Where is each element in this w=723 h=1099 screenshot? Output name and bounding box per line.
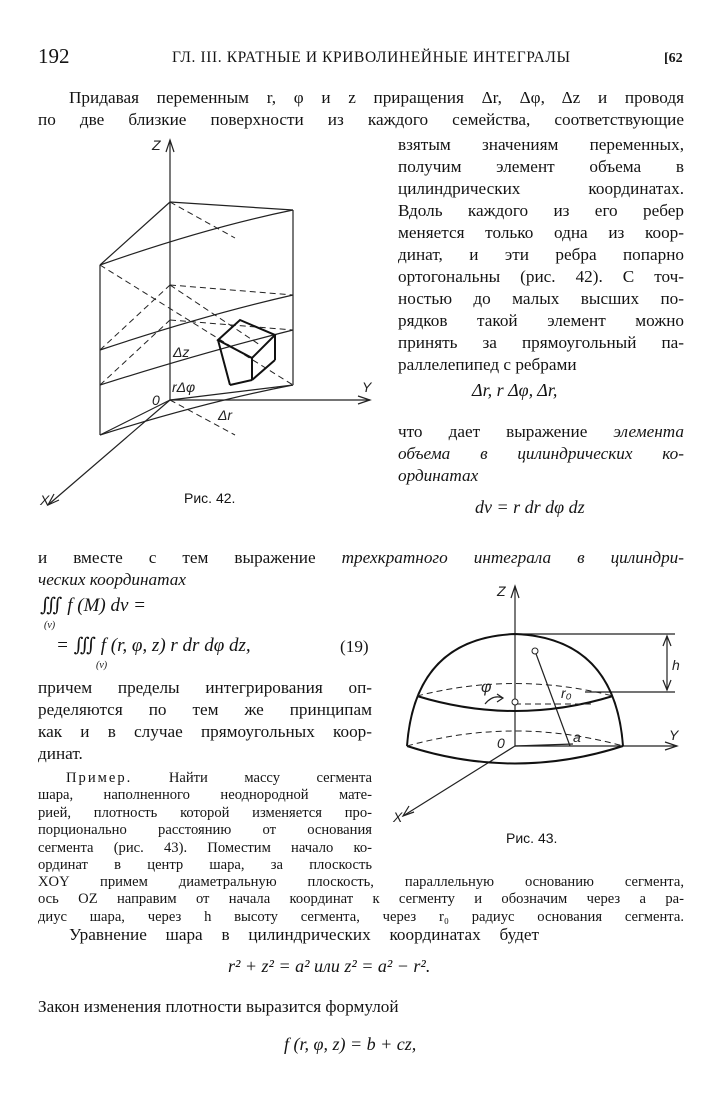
example-line: сегмента (рис. 43). Поместим начало ко-	[38, 839, 372, 856]
example-full-line: XOY примем диаметральную плоскость, параллельную основанию сегмента,	[38, 874, 684, 890]
x-axis	[403, 746, 515, 816]
limits-line: динат.	[38, 744, 83, 763]
triple-line1-italic: трехкратного интеграла в цилиндри-	[341, 548, 684, 567]
fig42-origin-label: 0	[152, 392, 160, 408]
integral-formula-top: ∭ f (M) dv =	[40, 595, 146, 616]
rc-line: принять за прямоугольный па-	[398, 333, 684, 352]
italic-phrase-2: объема в цилиндрических ко-	[398, 444, 684, 463]
figure-43	[385, 576, 695, 826]
rc-line: взятым значениям переменных,	[398, 135, 684, 154]
example-line: ординат в центр шара, за плоскость	[38, 857, 372, 874]
section-number: [62	[664, 51, 683, 66]
fig43-phi-label: φ	[481, 679, 492, 696]
fig42-x-label: X	[40, 492, 50, 508]
integral-subscript-top: (v)	[44, 620, 56, 631]
limits-line: ределяются по тем же принципам	[38, 700, 372, 719]
fig42-y-label: Y	[362, 379, 372, 395]
fig43-h-label: h	[672, 657, 680, 673]
limits-paragraph	[38, 677, 372, 765]
rc-line: получим элемент объема в	[398, 157, 684, 176]
limits-line: как и в случае прямоугольных коор-	[38, 722, 372, 741]
right-column-text	[398, 134, 684, 376]
volume-element	[218, 320, 275, 385]
chapter-title: ГЛ. III. КРАТНЫЕ И КРИВОЛИНЕЙНЫЕ ИНТЕГРАЛЫ	[172, 49, 571, 66]
example-paragraph	[38, 770, 372, 874]
fig42-z-label: Z	[152, 137, 161, 153]
triple-integral-line-1	[38, 547, 684, 569]
triple-integral-line-2: ческих координатах	[38, 570, 186, 589]
rc-line: динат, и эти ребра попарно	[398, 245, 684, 264]
figure-42-caption: Рис. 42.	[184, 490, 236, 506]
fig42-dr-label: Δr	[218, 407, 233, 423]
example-full-width	[38, 874, 684, 926]
figure-43-caption: Рис. 43.	[506, 830, 558, 846]
fig43-z-label: Z	[497, 583, 506, 599]
fig42-rdphi-label: rΔφ	[172, 379, 196, 395]
integral-subscript-bottom: (v)	[96, 660, 108, 671]
rc-line: раллелепипед с ребрами	[398, 355, 577, 374]
intro-line-1: Придавая переменным r, φ и z приращения Δr, Δφ, Δz и проводя	[69, 88, 684, 107]
equation-number: (19)	[340, 637, 369, 656]
example-line: шара, наполненного неоднородной мате-	[38, 787, 372, 804]
x-axis	[48, 400, 170, 505]
figure-42	[30, 130, 390, 520]
rc-line: Вдоль каждого из его ребер	[398, 201, 684, 220]
fig43-origin-label: 0	[497, 735, 505, 751]
italic-phrase-3: ординатах	[398, 466, 479, 485]
example-line: порционально расстоянию от основания	[38, 822, 372, 839]
rc-line: меняется только одна из коор-	[398, 223, 684, 242]
integral-formula-bottom: = ∭ f (r, φ, z) r dr dφ dz,	[56, 635, 251, 656]
page-number: 192	[38, 44, 70, 68]
example-line: рией, плотность которой изменяется про-	[38, 804, 372, 821]
example-full-line: диус шара, через h высоту сегмента, через r₀ радиус основания сегмента.	[38, 908, 684, 925]
after-text: что дает выражение	[398, 422, 588, 441]
volume-element-formula: dv = r dr dφ dz	[475, 497, 585, 517]
example-full-line: ось OZ направим от начала координат к сегменту и обозначим через a ра-	[38, 891, 684, 908]
example-heading: Пример.	[66, 770, 133, 786]
sphere-equation-intro: Уравнение шара в цилиндрических координатах будет	[69, 925, 539, 944]
fig42-dz-label: Δz	[173, 344, 190, 360]
example-line: Найти массу сегмента	[168, 770, 373, 786]
fig43-y-label: Y	[669, 727, 679, 743]
rc-line: ортогональны (рис. 42). С точ-	[398, 267, 684, 286]
sphere-equation-formula: r² + z² = a² или z² = a² − r².	[228, 956, 431, 976]
rc-line: ностью до малых высших по-	[398, 289, 684, 308]
fig43-r0-label: r₀	[561, 685, 572, 701]
italic-phrase-1: элемента	[613, 422, 684, 441]
rc-line: рядков такой элемент можно	[398, 311, 684, 330]
density-formula: f (r, φ, z) = b + cz,	[284, 1034, 417, 1054]
volume-element-text	[398, 421, 684, 487]
rc-line: цилиндрических координатах.	[398, 179, 684, 198]
triple-line1-text: и вместе с тем выражение	[38, 548, 316, 567]
density-intro: Закон изменения плотности выразится формулой	[38, 997, 399, 1016]
limits-line: причем пределы интегрирования оп-	[38, 678, 372, 697]
edges-formula: Δr, r Δφ, Δr,	[472, 380, 558, 400]
fig43-x-label: X	[393, 809, 403, 825]
fig43-a-label: a	[573, 729, 581, 745]
intro-line-2: по две близкие поверхности из каждого семейства, соответствующие	[38, 110, 684, 129]
